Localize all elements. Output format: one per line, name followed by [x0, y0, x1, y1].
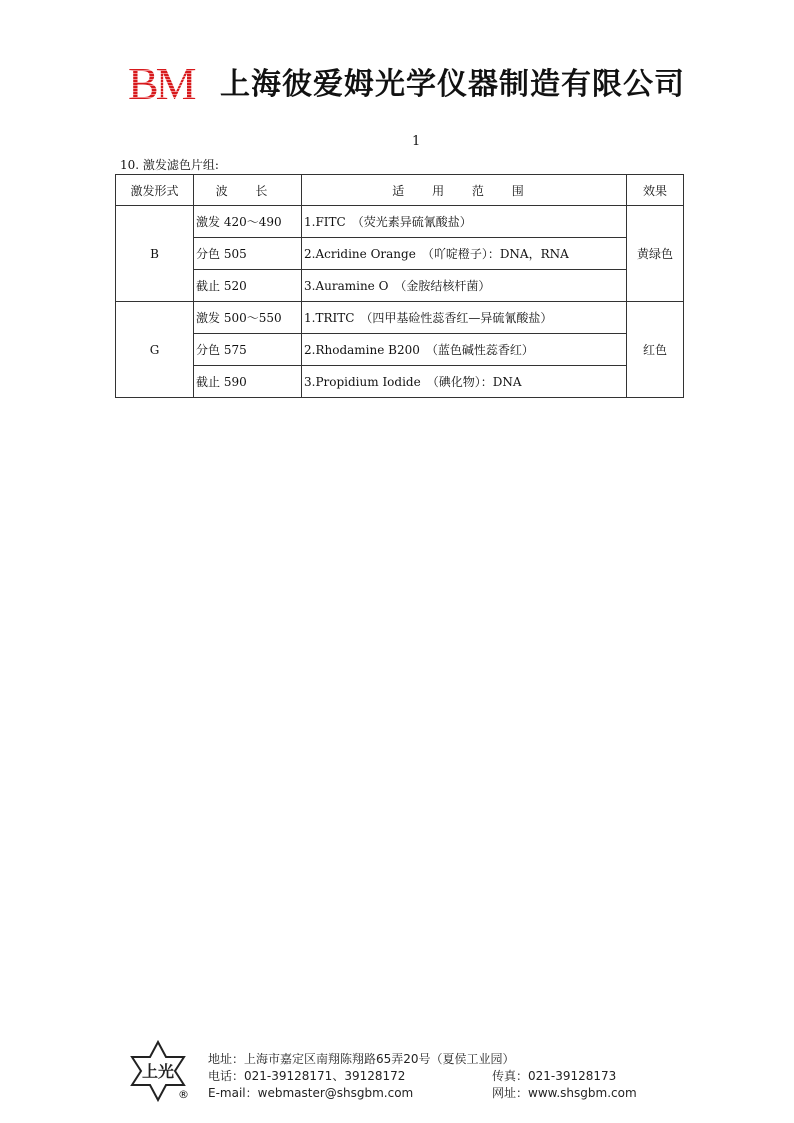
footer-website[interactable]: 网址：www.shsgbm.com: [492, 1086, 637, 1100]
bm-logo: BM: [128, 62, 200, 106]
table-row: [116, 302, 684, 334]
footer-email[interactable]: E-mail：webmaster@shsgbm.com: [208, 1086, 414, 1100]
col-header-excitation-form: 激发形式: [116, 175, 194, 206]
table-row: [116, 334, 684, 366]
footer-address: 地址：上海市嘉定区南翔陈翔路65弄20号（夏侯工业园）: [208, 1052, 515, 1066]
application-cell: 1.TRITC （四甲基硷性蕊香红—异硫氰酸盐）: [302, 302, 627, 334]
page-number: 1: [412, 134, 421, 149]
wavelength-cell: 分色 505: [194, 238, 302, 270]
effect-cell: 黄绿色: [627, 206, 684, 302]
section-title: 10. 激发滤色片组:: [120, 158, 219, 172]
col-header-wavelength: 波 长: [194, 175, 302, 206]
company-name: 上海彼爱姆光学仪器制造有限公司: [220, 67, 685, 102]
table-header-row: [116, 175, 684, 206]
effect-cell: 红色: [627, 302, 684, 398]
filter-set-table: [115, 174, 684, 398]
col-header-effect: 效果: [627, 175, 684, 206]
emblem-text: 上光: [141, 1062, 175, 1081]
wavelength-cell: 截止 520: [194, 270, 302, 302]
footer-phone: 电话：021-39128171、39128172: [208, 1069, 406, 1083]
excitation-form-cell: B: [116, 206, 194, 302]
application-cell: 2.Acridine Orange （吖啶橙子）：DNA，RNA: [302, 238, 627, 270]
table-row: [116, 366, 684, 398]
application-cell: 1.FITC （荧光素异硫氰酸盐）: [302, 206, 627, 238]
table-row: [116, 270, 684, 302]
wavelength-cell: 激发 500～550: [194, 302, 302, 334]
excitation-form-cell: G: [116, 302, 194, 398]
application-cell: 3.Propidium Iodide （碘化物）：DNA: [302, 366, 627, 398]
col-header-application: 适 用 范 围: [302, 175, 627, 206]
application-cell: 2.Rhodamine B200 （蓝色碱性蕊香红）: [302, 334, 627, 366]
wavelength-cell: 截止 590: [194, 366, 302, 398]
footer: [122, 1040, 682, 1110]
table-row: [116, 238, 684, 270]
letterhead: [128, 58, 685, 109]
table-row: [116, 206, 684, 238]
wavelength-cell: 分色 575: [194, 334, 302, 366]
footer-fax: 传真：021-39128173: [492, 1069, 617, 1083]
wavelength-cell: 激发 420～490: [194, 206, 302, 238]
registered-mark: ®: [178, 1088, 189, 1101]
application-cell: 3.Auramine O （金胺结核杆菌）: [302, 270, 627, 302]
